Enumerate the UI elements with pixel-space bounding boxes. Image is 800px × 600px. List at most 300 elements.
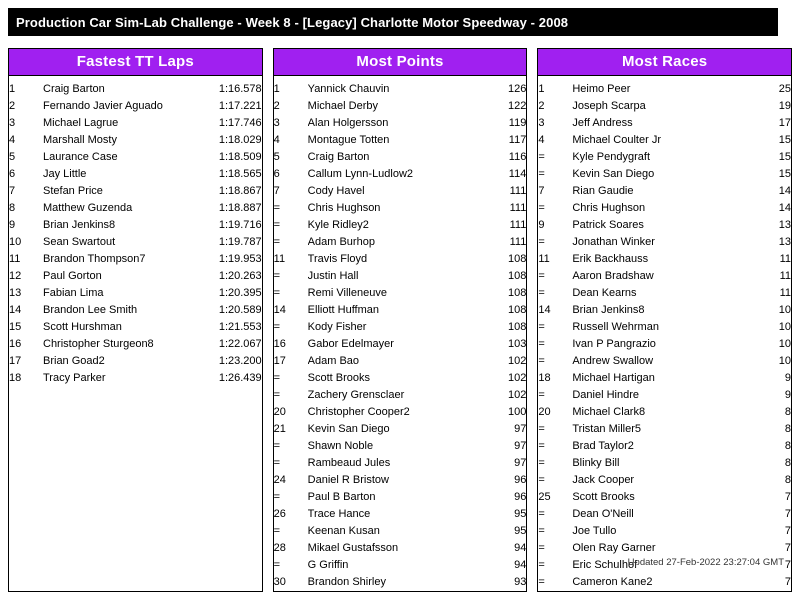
row-position: 2 (273, 100, 280, 112)
row-driver-name: Fabian Lima (43, 287, 104, 299)
row-driver-name: G Griffin (307, 559, 349, 571)
table-row (538, 98, 791, 115)
row-value: 10 (778, 355, 792, 367)
row-driver-name: Paul Gorton (43, 270, 102, 282)
row-position: = (273, 236, 281, 248)
row-position: 1 (9, 83, 16, 95)
row-value: 94 (514, 542, 527, 554)
row-position: = (538, 576, 545, 588)
table-row (274, 98, 527, 115)
table-row (274, 353, 527, 370)
table-row (274, 81, 527, 98)
row-value: 108 (507, 304, 527, 316)
table-row (538, 387, 791, 404)
row-driver-name: Fernando Javier Aguado (43, 100, 163, 112)
row-driver-name: Brian Goad2 (43, 355, 105, 367)
panel-most-points (273, 48, 528, 592)
row-driver-name: Michael Derby (307, 100, 378, 112)
row-driver-name: Kevin San Diego (307, 423, 390, 435)
row-position: = (538, 270, 545, 282)
row-value: 100 (507, 406, 527, 418)
row-driver-name: Brandon Lee Smith (43, 304, 138, 316)
row-driver-name: Stefan Price (43, 185, 103, 197)
table-row (538, 132, 791, 149)
table-row (538, 421, 791, 438)
table-row (274, 421, 527, 438)
row-value: 8 (784, 457, 792, 469)
row-position: = (538, 321, 545, 333)
row-position: = (538, 236, 545, 248)
row-position: 18 (538, 372, 551, 384)
row-position: 21 (273, 423, 286, 435)
row-value: 7 (784, 508, 792, 520)
row-position: 17 (9, 355, 22, 367)
table-row (538, 353, 791, 370)
table-row (538, 285, 791, 302)
row-position: = (538, 542, 545, 554)
table-row (538, 200, 791, 217)
table-most-points (274, 76, 527, 591)
row-value: 15 (778, 134, 792, 146)
table-row (274, 285, 527, 302)
row-position: 14 (273, 304, 286, 316)
row-position: 4 (273, 134, 280, 146)
row-position: = (273, 372, 281, 384)
row-value: 1:18.029 (218, 134, 262, 146)
row-value: 102 (507, 372, 527, 384)
table-row (538, 574, 791, 591)
table-row (9, 149, 262, 166)
row-value: 17 (778, 117, 792, 129)
row-value: 103 (507, 338, 527, 350)
table-row (9, 183, 262, 200)
table-row (274, 506, 527, 523)
row-value: 1:19.787 (218, 236, 262, 248)
table-row (538, 166, 791, 183)
row-value: 10 (778, 338, 792, 350)
row-position: = (538, 457, 545, 469)
row-value: 8 (784, 440, 792, 452)
row-value: 13 (778, 219, 792, 231)
table-row (274, 523, 527, 540)
panels-container (8, 48, 792, 592)
row-position: 7 (538, 185, 545, 197)
updated-timestamp: Updated 27-Feb-2022 23:27:04 GMT (627, 557, 784, 568)
row-driver-name: Michael Coulter Jr (572, 134, 661, 146)
row-position: = (538, 508, 545, 520)
row-position: 6 (9, 168, 16, 180)
row-driver-name: Laurance Case (43, 151, 118, 163)
row-driver-name: Matthew Guzenda (43, 202, 133, 214)
row-driver-name: Aaron Bradshaw (572, 270, 654, 282)
row-value: 10 (778, 304, 792, 316)
table-row (274, 455, 527, 472)
row-value: 1:20.589 (218, 304, 262, 316)
row-driver-name: Adam Burhop (307, 236, 375, 248)
row-driver-name: Elliott Huffman (307, 304, 379, 316)
table-row (538, 404, 791, 421)
row-position: = (538, 423, 545, 435)
row-position: 24 (273, 474, 286, 486)
page-title: Production Car Sim-Lab Challenge - Week 8 - [Legacy] Charlotte Motor Speedway - 2008 (8, 8, 778, 36)
table-row (538, 370, 791, 387)
table-row (538, 234, 791, 251)
row-driver-name: Scott Brooks (572, 491, 635, 503)
row-value: 96 (514, 474, 527, 486)
row-driver-name: Chris Hughson (572, 202, 646, 214)
row-driver-name: Blinky Bill (572, 457, 620, 469)
row-position: 11 (538, 253, 550, 265)
row-value: 117 (508, 134, 527, 146)
row-position: 4 (9, 134, 16, 146)
row-driver-name: Jeff Andress (572, 117, 633, 129)
row-driver-name: Dean Kearns (572, 287, 637, 299)
table-row (9, 115, 262, 132)
table-row (538, 81, 791, 98)
table-row (274, 472, 527, 489)
row-driver-name: Adam Bao (307, 355, 360, 367)
row-driver-name: Brandon Thompson7 (43, 253, 146, 265)
row-position: = (538, 389, 545, 401)
banner-corner-decoration (764, 8, 778, 36)
table-row (9, 217, 262, 234)
row-position: 7 (9, 185, 16, 197)
row-driver-name: Russell Wehrman (572, 321, 659, 333)
table-row (538, 506, 791, 523)
row-driver-name: Craig Barton (307, 151, 370, 163)
row-value: 15 (778, 168, 792, 180)
row-value: 1:18.509 (218, 151, 262, 163)
row-value: 1:18.565 (218, 168, 262, 180)
row-value: 111 (509, 185, 527, 197)
row-value: 1:23.200 (218, 355, 262, 367)
row-driver-name: Michael Hartigan (572, 372, 655, 384)
row-driver-name: Kyle Pendygraft (572, 151, 650, 163)
row-driver-name: Erik Backhauss (572, 253, 649, 265)
row-position: 28 (273, 542, 286, 554)
row-position: = (538, 559, 545, 571)
row-value: 97 (514, 423, 527, 435)
row-position: 7 (273, 185, 280, 197)
row-value: 1:19.716 (218, 219, 262, 231)
table-row (538, 183, 791, 200)
row-value: 13 (778, 236, 792, 248)
table-row (274, 557, 527, 574)
row-position: 16 (273, 338, 286, 350)
table-row (9, 302, 262, 319)
row-value: 8 (784, 406, 792, 418)
row-value: 25 (778, 83, 792, 95)
panel-most-races (537, 48, 792, 592)
row-value: 114 (508, 168, 527, 180)
table-row (9, 336, 262, 353)
row-driver-name: Kody Fisher (307, 321, 367, 333)
row-value: 1:17.746 (218, 117, 262, 129)
row-driver-name: Shawn Noble (307, 440, 374, 452)
row-driver-name: Marshall Mosty (43, 134, 117, 146)
row-value: 116 (508, 151, 527, 163)
row-position: = (273, 202, 281, 214)
table-row (538, 489, 791, 506)
row-driver-name: Joe Tullo (572, 525, 617, 537)
row-value: 1:18.867 (218, 185, 262, 197)
row-position: = (538, 355, 545, 367)
table-fastest-tt-laps (9, 76, 262, 387)
table-row (274, 183, 527, 200)
table-row (274, 489, 527, 506)
row-driver-name: Christopher Cooper2 (307, 406, 410, 418)
table-row (274, 166, 527, 183)
panel-title-most-races: Most Races (538, 49, 791, 76)
row-driver-name: Olen Ray Garner (572, 542, 656, 554)
row-position: 4 (538, 134, 545, 146)
row-value: 1:22.067 (218, 338, 262, 350)
row-driver-name: Tristan Miller5 (572, 423, 642, 435)
row-position: = (273, 321, 281, 333)
row-value: 111 (509, 236, 527, 248)
table-row (274, 302, 527, 319)
row-driver-name: Christopher Sturgeon8 (43, 338, 154, 350)
row-driver-name: Daniel Hindre (572, 389, 639, 401)
row-driver-name: Jonathan Winker (572, 236, 655, 248)
table-row (538, 268, 791, 285)
table-row (9, 81, 262, 98)
table-row (9, 98, 262, 115)
table-row (538, 540, 791, 557)
row-value: 119 (508, 117, 527, 129)
row-position: = (273, 440, 281, 452)
row-driver-name: Rambeaud Jules (307, 457, 391, 469)
table-row (274, 200, 527, 217)
row-driver-name: Jay Little (43, 168, 87, 180)
row-driver-name: Montague Totten (307, 134, 390, 146)
row-position: 18 (9, 372, 22, 384)
row-position: 2 (9, 100, 16, 112)
table-row (538, 455, 791, 472)
row-value: 94 (514, 559, 527, 571)
row-value: 11 (779, 287, 792, 299)
row-position: 9 (538, 219, 545, 231)
row-position: 25 (538, 491, 551, 503)
table-row (9, 166, 262, 183)
row-driver-name: Eric Schulhof (572, 559, 638, 571)
row-value: 95 (514, 508, 527, 520)
row-driver-name: Travis Floyd (307, 253, 368, 265)
row-value: 15 (778, 151, 792, 163)
row-driver-name: Scott Brooks (307, 372, 371, 384)
table-row (538, 302, 791, 319)
row-position: 12 (9, 270, 22, 282)
row-value: 95 (514, 525, 527, 537)
row-position: 3 (9, 117, 16, 129)
table-row (274, 540, 527, 557)
row-driver-name: Trace Hance (307, 508, 371, 520)
row-value: 108 (507, 287, 527, 299)
row-value: 10 (778, 321, 792, 333)
table-row (538, 115, 791, 132)
row-driver-name: Michael Lagrue (43, 117, 119, 129)
panel-fastest-tt-laps (8, 48, 263, 592)
row-driver-name: Ivan P Pangrazio (572, 338, 656, 350)
table-row (538, 251, 791, 268)
row-value: 14 (778, 202, 792, 214)
row-value: 97 (514, 457, 527, 469)
table-row (9, 234, 262, 251)
row-value: 9 (784, 372, 792, 384)
row-position: 3 (538, 117, 545, 129)
row-position: 1 (538, 83, 545, 95)
row-driver-name: Michael Clark8 (572, 406, 646, 418)
row-driver-name: Rian Gaudie (572, 185, 634, 197)
row-position: = (273, 287, 281, 299)
row-value: 11 (779, 270, 792, 282)
row-position: 9 (9, 219, 16, 231)
row-position: 13 (9, 287, 22, 299)
row-position: = (273, 559, 281, 571)
row-driver-name: Alan Holgersson (307, 117, 389, 129)
row-value: 1:17.221 (218, 100, 262, 112)
row-value: 9 (784, 389, 792, 401)
table-row (9, 132, 262, 149)
row-value: 11 (779, 253, 792, 265)
row-value: 1:21.553 (218, 321, 262, 333)
row-position: 14 (9, 304, 22, 316)
row-value: 102 (507, 355, 527, 367)
table-row (274, 336, 527, 353)
row-driver-name: Cody Havel (307, 185, 365, 197)
row-driver-name: Scott Hurshman (43, 321, 122, 333)
row-position: = (538, 474, 545, 486)
row-driver-name: Joseph Scarpa (572, 100, 646, 112)
row-driver-name: Cameron Kane2 (572, 576, 653, 588)
row-position: 20 (538, 406, 551, 418)
row-position: = (273, 389, 281, 401)
row-value: 7 (784, 525, 792, 537)
table-row (274, 149, 527, 166)
row-position: = (273, 525, 281, 537)
table-row (274, 132, 527, 149)
row-value: 14 (778, 185, 792, 197)
table-row (9, 251, 262, 268)
row-value: 108 (507, 270, 527, 282)
row-driver-name: Patrick Soares (572, 219, 644, 231)
row-driver-name: Daniel R Bristow (307, 474, 389, 486)
row-value: 8 (784, 423, 792, 435)
row-driver-name: Keenan Kusan (307, 525, 380, 537)
row-value: 19 (778, 100, 792, 112)
row-driver-name: Brian Jenkins8 (43, 219, 116, 231)
row-position: 16 (9, 338, 22, 350)
table-row (9, 353, 262, 370)
row-driver-name: Yannick Chauvin (307, 83, 390, 95)
row-driver-name: Heimo Peer (572, 83, 631, 95)
row-position: 30 (273, 576, 286, 588)
row-position: 6 (273, 168, 280, 180)
row-value: 108 (507, 321, 527, 333)
table-row (538, 319, 791, 336)
row-driver-name: Callum Lynn-Ludlow2 (307, 168, 414, 180)
row-driver-name: Kevin San Diego (572, 168, 655, 180)
row-position: = (538, 202, 545, 214)
row-position: 17 (273, 355, 286, 367)
row-value: 122 (507, 100, 527, 112)
table-row (538, 472, 791, 489)
row-position: 2 (538, 100, 545, 112)
row-driver-name: Zachery Grensclaer (307, 389, 405, 401)
table-row (9, 200, 262, 217)
row-value: 1:20.395 (218, 287, 262, 299)
table-row (274, 234, 527, 251)
row-position: = (273, 270, 281, 282)
row-position: = (273, 219, 281, 231)
row-position: 11 (9, 253, 21, 265)
row-value: 1:16.578 (218, 83, 262, 95)
row-value: 7 (784, 491, 792, 503)
row-value: 126 (507, 83, 527, 95)
table-row (9, 285, 262, 302)
row-value: 102 (507, 389, 527, 401)
row-position: = (538, 151, 545, 163)
panel-title-fastest-tt-laps: Fastest TT Laps (9, 49, 262, 76)
row-position: 11 (273, 253, 286, 265)
row-value: 7 (784, 542, 792, 554)
table-row (274, 574, 527, 591)
row-driver-name: Justin Hall (307, 270, 359, 282)
row-driver-name: Kyle Ridley2 (307, 219, 369, 231)
table-row (274, 268, 527, 285)
table-row (274, 387, 527, 404)
row-driver-name: Paul B Barton (307, 491, 376, 503)
row-driver-name: Tracy Parker (43, 372, 106, 384)
row-driver-name: Brandon Shirley (307, 576, 386, 588)
table-row (9, 268, 262, 285)
row-position: 10 (9, 236, 22, 248)
table-row (274, 370, 527, 387)
table-row (538, 438, 791, 455)
row-driver-name: Craig Barton (43, 83, 105, 95)
row-position: = (538, 525, 545, 537)
row-value: 108 (507, 253, 527, 265)
row-value: 7 (784, 559, 792, 571)
table-row (274, 319, 527, 336)
row-position: 5 (9, 151, 16, 163)
header-banner (8, 8, 784, 42)
table-row (538, 523, 791, 540)
table-row (274, 438, 527, 455)
table-row (9, 319, 262, 336)
row-driver-name: Dean O'Neill (572, 508, 634, 520)
row-value: 1:20.263 (218, 270, 262, 282)
row-value: 111 (509, 202, 527, 214)
row-value: 8 (784, 474, 792, 486)
table-row (9, 370, 262, 387)
row-value: 96 (514, 491, 527, 503)
row-position: = (273, 457, 281, 469)
row-driver-name: Gabor Edelmayer (307, 338, 394, 350)
row-driver-name: Chris Hughson (307, 202, 381, 214)
row-position: 1 (273, 83, 280, 95)
table-most-races (538, 76, 791, 591)
row-value: 111 (509, 219, 527, 231)
row-value: 1:26.439 (218, 372, 262, 384)
table-row (274, 217, 527, 234)
row-value: 7 (784, 576, 792, 588)
row-value: 1:19.953 (218, 253, 262, 265)
row-driver-name: Andrew Swallow (572, 355, 654, 367)
row-position: = (538, 338, 545, 350)
row-position: = (538, 440, 545, 452)
row-position: 14 (538, 304, 551, 316)
